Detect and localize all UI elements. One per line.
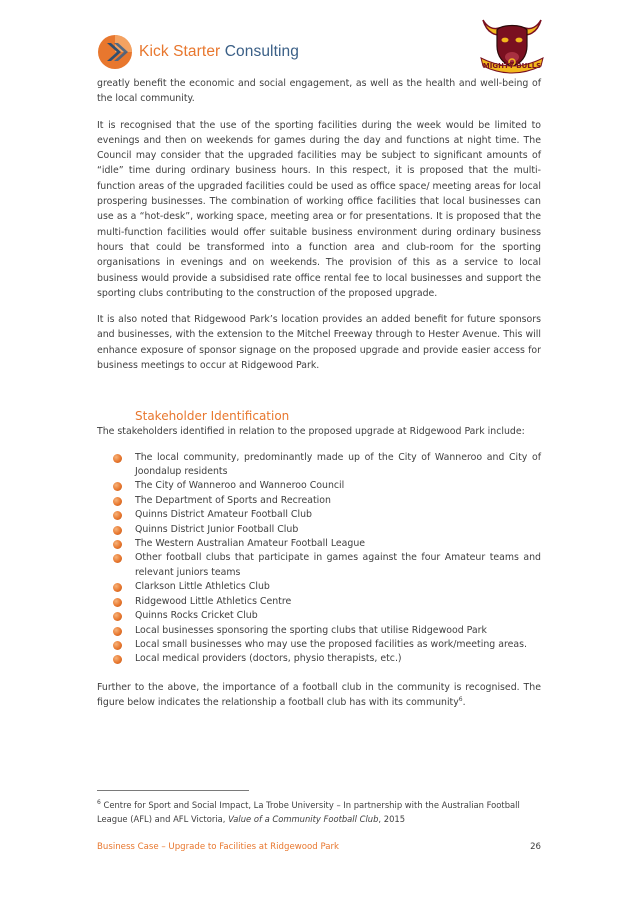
list-item-text: Other football clubs that participate in games against the four Amateur teams and relevant juniors teams — [135, 552, 541, 578]
page-header — [97, 30, 547, 80]
list-item — [113, 537, 541, 551]
bullet-icon — [113, 627, 122, 636]
list-item-text: Local small businesses who may use the proposed facilities as work/meeting areas. — [135, 638, 527, 650]
page-footer — [97, 842, 541, 852]
section-heading: Stakeholder Identification — [135, 409, 290, 424]
stakeholder-intro: The stakeholders identified in relation to the proposed upgrade at Ridgewood Park include: — [97, 426, 525, 438]
bullet-icon — [113, 526, 122, 535]
list-item-text: Quinns District Amateur Football Club — [135, 509, 312, 521]
list-item — [113, 652, 541, 666]
list-item-text: Local medical providers (doctors, physio therapists, etc.) — [135, 653, 402, 665]
bullet-icon — [113, 554, 122, 563]
bullet-icon — [113, 598, 122, 607]
list-item — [113, 551, 541, 580]
list-item-text: The local community, predominantly made up of the City of Wanneroo and City of Joondalup residents — [135, 451, 541, 478]
kick-starter-logo — [97, 34, 299, 70]
list-item-text: Quinns Rocks Cricket Club — [135, 610, 258, 622]
bullet-icon — [113, 482, 122, 491]
list-item — [113, 624, 541, 638]
brand-name — [139, 43, 299, 61]
bullet-icon — [113, 641, 122, 650]
footnote — [97, 799, 541, 826]
list-item-text: The City of Wanneroo and Wanneroo Council — [135, 480, 345, 492]
stakeholder-list — [97, 451, 541, 667]
footnote-reference[interactable]: 6 — [458, 695, 463, 703]
list-item — [113, 479, 541, 493]
brand-word-consulting: Consulting — [224, 43, 299, 60]
list-item-text: Local businesses sponsoring the sporting clubs that utilise Ridgewood Park — [135, 624, 487, 636]
list-item — [113, 638, 541, 652]
bullet-icon — [113, 612, 122, 621]
mighty-bulls-logo — [477, 10, 547, 78]
paragraph: It is recognised that the use of the sporting facilities during the week would be limited to evenings and then on weekends for games during the day and functions at night time. The Council may consider that the upgraded facilities may be subject to significant amounts of “idle” time during ordinary business hours. In this respect, it is proposed that the multi-function areas of the upgraded facilities could be used as office space/ meeting areas for local prospering businesses. The combination of working office facilities that local businesses can use as a “hot-desk”, working space, meeting area or for presentations. It is proposed that the multi-function facilities would offer suitable business environment during ordinary business hours that could be transformed into a function area and club-room for the sporting organisations in evenings and on weekends. The provision of this as a service to local business would provide a subsidised rate office rental fee to local businesses and support the sporting clubs contributing to the construction of the proposed upgrade. — [97, 119, 541, 299]
list-item-text: The Department of Sports and Recreation — [135, 494, 331, 506]
list-item-text: Ridgewood Little Athletics Centre — [135, 595, 292, 607]
bullet-icon — [113, 655, 122, 664]
list-item-text: Quinns District Junior Football Club — [135, 523, 299, 535]
kick-starter-logo-icon — [97, 34, 133, 70]
page-content — [97, 76, 541, 721]
list-item-text: The Western Australian Amateur Football League — [135, 538, 366, 550]
closing-period: . — [462, 697, 466, 709]
bullet-icon — [113, 497, 122, 506]
footnote-title: Value of a Community Football Club — [228, 813, 379, 824]
bullet-icon — [113, 454, 122, 463]
paragraph: greatly benefit the economic and social engagement, as well as the health and well-being of the local community. — [97, 78, 541, 105]
bullet-icon — [113, 583, 122, 592]
footnote-text: Centre for Sport and Social Impact, La Trobe University – In partnership with the Australian Football League (AFL) and AFL Victoria, — [97, 800, 520, 824]
footnote-divider — [97, 790, 249, 791]
list-item — [113, 595, 541, 609]
footnote-marker: 6 — [97, 799, 101, 807]
mighty-bulls-text: MIGHTY BULLS — [482, 62, 542, 70]
list-item — [113, 580, 541, 594]
closing-text: Further to the above, the importance of a football club in the community is recognised. The figure below indicates the relationship a football club has with its community — [97, 681, 541, 709]
page-number: 26 — [530, 842, 541, 852]
list-item — [113, 609, 541, 623]
bullet-icon — [113, 511, 122, 520]
list-item — [113, 494, 541, 508]
list-item — [113, 451, 541, 480]
bullet-icon — [113, 540, 122, 549]
brand-word-kick-starter: Kick Starter — [139, 43, 221, 60]
list-item-text: Clarkson Little Athletics Club — [135, 581, 270, 593]
paragraph: It is also noted that Ridgewood Park’s location provides an added benefit for future sponsors and businesses, with the extension to the Mitchel Freeway through to Hester Avenue. This will enhance exposure of sponsor signage on the proposed upgrade and provide easier access for business meetings to occur at Ridgewood Park. — [97, 314, 541, 372]
list-item — [113, 508, 541, 522]
closing-paragraph — [97, 680, 541, 711]
list-item — [113, 523, 541, 537]
footer-title: Business Case – Upgrade to Facilities at Ridgewood Park — [97, 842, 340, 852]
footnote-year: , 2015 — [378, 813, 406, 824]
